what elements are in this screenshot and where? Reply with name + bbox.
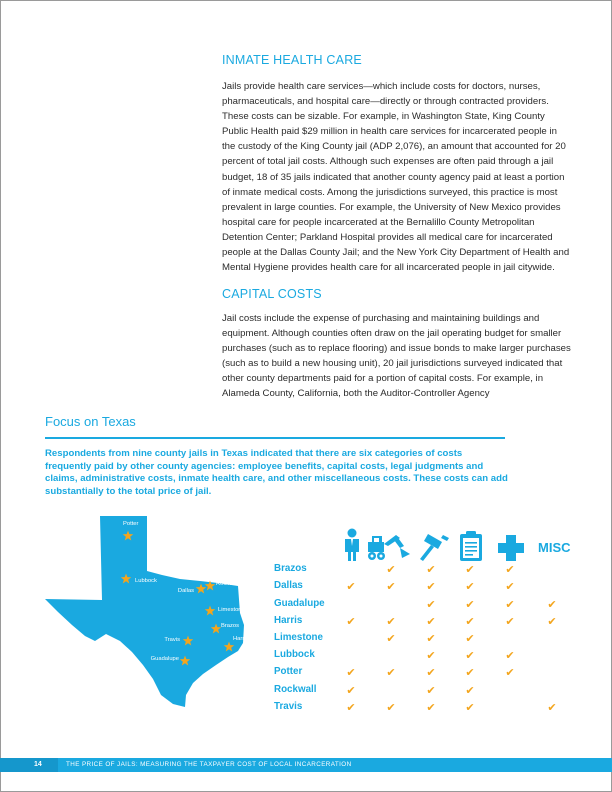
check-mark-icon: ✔	[465, 701, 475, 714]
check-mark-icon: ✔	[346, 684, 356, 697]
check-mark-icon: ✔	[505, 615, 515, 628]
capital-costs-paragraph	[222, 311, 572, 402]
check-mark-icon: ✔	[426, 632, 436, 645]
check-mark-icon: ✔	[346, 580, 356, 593]
capital-costs-heading: CAPITAL COSTS	[222, 287, 322, 301]
county-name: Limestone	[274, 632, 323, 643]
check-mark-icon: ✔	[346, 666, 356, 679]
city-label: Travis	[164, 637, 180, 643]
county-name: Brazos	[274, 563, 307, 574]
check-mark-icon: ✔	[426, 684, 436, 697]
city-label: Rockwall	[216, 581, 240, 587]
city-label: Brazos	[221, 623, 240, 629]
county-name: Lubbock	[274, 649, 315, 660]
table-row	[274, 580, 574, 597]
table-row	[274, 615, 574, 632]
footer-title: THE PRICE OF JAILS: MEASURING THE TAXPAYER COST OF LOCAL INCARCERATION	[66, 761, 352, 768]
texas-map	[40, 513, 270, 708]
capital-costs-text: Jail costs include the expense of purchasing and maintaining buildings and equipment. Although counties often draw on the jail operating budget for smaller purchases (such as to replace flooring) and issue bonds to make larger purchases (such as to build a new housing unit), 20 jail jurisdictions surveyed indicated that other county departments paid for a portion of capital costs. For example, in Alameda County, California, both the Auditor-Controller Agency	[222, 313, 571, 400]
capital-costs-excavator-icon	[364, 522, 414, 562]
city-label: Dallas	[177, 588, 194, 594]
table-row	[274, 598, 574, 615]
check-mark-icon: ✔	[465, 615, 475, 628]
check-mark-icon: ✔	[465, 598, 475, 611]
table-row	[274, 701, 574, 718]
inmate-health-care-text: Jails provide health care services—which include costs for doctors, nurses, pharmaceuticals, and hospital care—directly or through contracted providers. These costs can be sizable. For example, in Washington State, King County Public Health paid $29 million in health care services for incarcerated people in the custody of the King County jail (ADP 2,076), an amount that accounted for 20 percent of total jail costs. Although such expenses are often paid through a jail budget, 18 of 35 jails indicated that another county agency paid at least a portion of inmate medical costs. Among the jurisdictions surveyed, this practice is most prevalent in large counties. For example, the University of New Mexico provides hospital care for people incarcerated at the Bernalillo County Metropolitan Detention Center; Parkland Hospital provides all medical care for incarcerated people at the Dallas County Jail; and the New York City Department of Health and Mental Hygiene provides health care for all incarcerated people in jail citywide.	[222, 81, 570, 274]
city-label: Lubbock	[135, 578, 157, 584]
check-mark-icon: ✔	[386, 701, 396, 714]
footer-bar	[0, 758, 612, 772]
check-mark-icon: ✔	[346, 701, 356, 714]
check-mark-icon: ✔	[547, 615, 557, 628]
check-mark-icon: ✔	[386, 563, 396, 576]
check-mark-icon: ✔	[465, 666, 475, 679]
table-row	[274, 632, 574, 649]
check-mark-icon: ✔	[386, 615, 396, 628]
texas-map-graphic	[40, 513, 270, 708]
check-mark-icon: ✔	[346, 615, 356, 628]
check-mark-icon: ✔	[426, 580, 436, 593]
check-mark-icon: ✔	[426, 598, 436, 611]
table-row	[274, 563, 574, 580]
focus-on-texas-title: Focus on Texas	[45, 414, 136, 429]
check-mark-icon: ✔	[505, 580, 515, 593]
county-name: Potter	[274, 666, 303, 677]
health-care-cross-icon	[496, 522, 526, 562]
check-mark-icon: ✔	[426, 615, 436, 628]
check-mark-icon: ✔	[465, 684, 475, 697]
check-mark-icon: ✔	[426, 563, 436, 576]
focus-intro-text: Respondents from nine county jails in Texas indicated that there are six categories of costs frequently paid by other county agencies: employee benefits, capital costs, legal judgments and claims, administrative costs, inmate health care, and other miscellaneous costs. These costs can add substantially to the total price of jail.	[45, 448, 508, 497]
county-name: Guadalupe	[274, 598, 325, 609]
city-label: Harris	[233, 636, 249, 642]
legal-judgments-gavel-icon	[415, 522, 451, 562]
check-mark-icon: ✔	[426, 701, 436, 714]
check-mark-icon: ✔	[386, 632, 396, 645]
table-row	[274, 684, 574, 701]
city-label: Limestone	[218, 607, 245, 613]
check-mark-icon: ✔	[465, 580, 475, 593]
focus-divider	[45, 437, 505, 439]
county-name: Dallas	[274, 580, 303, 591]
check-mark-icon: ✔	[426, 666, 436, 679]
table-row	[274, 666, 574, 683]
county-name: Travis	[274, 701, 303, 712]
inmate-health-care-paragraph	[222, 79, 572, 275]
check-mark-icon: ✔	[465, 632, 475, 645]
city-label: Guadalupe	[150, 656, 179, 662]
check-mark-icon: ✔	[505, 563, 515, 576]
check-mark-icon: ✔	[547, 701, 557, 714]
table-row	[274, 649, 574, 666]
inmate-health-care-heading: INMATE HEALTH CARE	[222, 53, 362, 67]
county-name: Harris	[274, 615, 303, 626]
check-mark-icon: ✔	[547, 598, 557, 611]
misc-column-label: MISC	[538, 540, 571, 555]
check-mark-icon: ✔	[505, 666, 515, 679]
texas-state-shape	[45, 516, 244, 707]
check-mark-icon: ✔	[386, 580, 396, 593]
check-mark-icon: ✔	[465, 563, 475, 576]
check-mark-icon: ✔	[505, 598, 515, 611]
check-mark-icon: ✔	[505, 649, 515, 662]
check-mark-icon: ✔	[465, 649, 475, 662]
page-number: 14	[0, 758, 58, 772]
check-mark-icon: ✔	[386, 666, 396, 679]
employee-benefits-person-icon	[337, 522, 367, 562]
check-mark-icon: ✔	[426, 649, 436, 662]
city-label: Potter	[123, 521, 139, 527]
administrative-clipboard-icon	[456, 522, 486, 562]
county-name: Rockwall	[274, 684, 317, 695]
